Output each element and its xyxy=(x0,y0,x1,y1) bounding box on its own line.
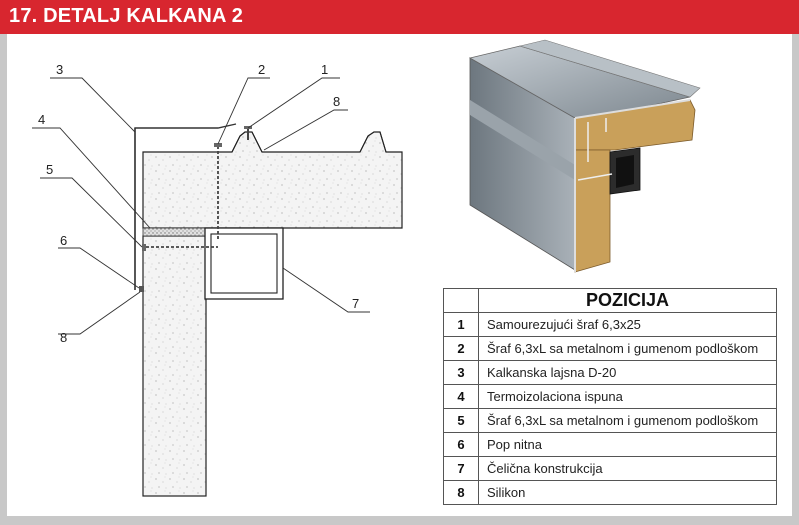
legend-row-text: Čelična konstrukcija xyxy=(479,457,777,481)
legend-row-text: Šraf 6,3xL sa metalnom i gumenom podloškom xyxy=(479,409,777,433)
callout-5: 5 xyxy=(46,162,54,177)
legend-row xyxy=(444,481,777,505)
page-title: 17. DETALJ KALKANA 2 xyxy=(9,5,244,27)
legend-row xyxy=(444,385,777,409)
legend-row xyxy=(444,337,777,361)
legend-row-text: Pop nitna xyxy=(479,433,777,457)
legend-table xyxy=(443,288,777,505)
legend-row xyxy=(444,457,777,481)
legend-row-text: Šraf 6,3xL sa metalnom i gumenom podloškom xyxy=(479,337,777,361)
steel-tube-section xyxy=(205,228,283,299)
legend-row xyxy=(444,433,777,457)
callout-8-bottom: 8 xyxy=(60,330,68,345)
legend-row xyxy=(444,409,777,433)
legend-row-text: Silikon xyxy=(479,481,777,505)
legend-row-number: 6 xyxy=(444,433,479,457)
callout-4: 4 xyxy=(38,112,46,127)
callout-1: 1 xyxy=(321,62,329,77)
legend-row-number: 1 xyxy=(444,313,479,337)
callout-8-top: 8 xyxy=(333,94,341,109)
legend-row-text: Termoizolaciona ispuna xyxy=(479,385,777,409)
legend-row-text: Kalkanska lajsna D-20 xyxy=(479,361,777,385)
legend-row-number: 5 xyxy=(444,409,479,433)
callout-2: 2 xyxy=(258,62,266,77)
legend-row xyxy=(444,313,777,337)
legend-header-empty xyxy=(444,289,479,313)
legend-row-number: 7 xyxy=(444,457,479,481)
rivet-6 xyxy=(139,286,144,292)
legend-row-number: 3 xyxy=(444,361,479,385)
legend-row-number: 4 xyxy=(444,385,479,409)
legend-row-number: 2 xyxy=(444,337,479,361)
wall-panel xyxy=(143,236,206,496)
callout-7: 7 xyxy=(352,296,360,311)
legend-row-number: 8 xyxy=(444,481,479,505)
callout-3: 3 xyxy=(56,62,64,77)
legend-row xyxy=(444,361,777,385)
legend-row-text: Samourezujući šraf 6,3x25 xyxy=(479,313,777,337)
legend-title: POZICIJA xyxy=(479,289,777,313)
callout-6: 6 xyxy=(60,233,68,248)
3d-render xyxy=(470,40,700,272)
roof-panel xyxy=(143,132,402,228)
legend-header-row xyxy=(444,289,777,313)
thermal-insulation-strip xyxy=(143,228,206,236)
